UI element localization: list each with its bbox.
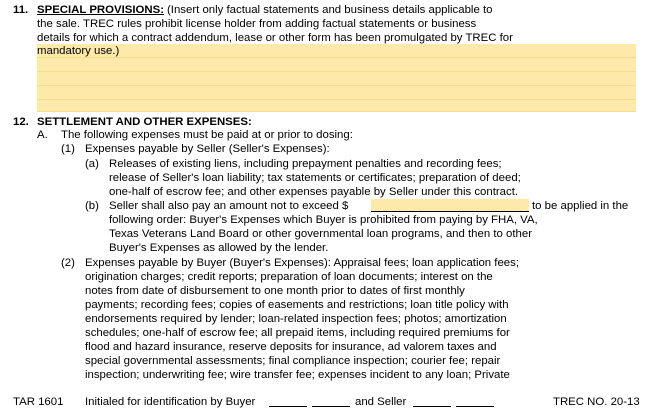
section-12-number: 12. — [13, 116, 29, 128]
paragraph-1-text: Expenses payable by Seller (Seller's Expenses): — [85, 143, 330, 155]
section-11-line-1: (Insert only factual statements and business details applicable to — [167, 4, 493, 16]
paragraph-1b-text-start: Seller shall also pay an amount not to exceed $ — [109, 200, 349, 212]
paragraph-1b-text-after: to be applied in the — [532, 200, 629, 212]
section-11-title: SPECIAL PROVISIONS: — [37, 4, 165, 16]
paragraph-2-line-4: payments; recording fees; copies of easements and restrictions; loan title policy with — [85, 299, 509, 311]
paragraph-2-line-5: endorsements required by lender; loan-related inspection fees; photos; amortization — [85, 313, 507, 325]
paragraph-1a-line-2: release of Seller's loan liability; tax statements or certificates; preparation of deed; — [109, 172, 521, 184]
paragraph-1-marker: (1) — [61, 143, 75, 155]
initialed-label: Initialed for identification by Buyer — [85, 396, 256, 408]
section-11-line-3: details for which a contract addendum, lease or other form has been promulgated by TREC for — [37, 32, 513, 44]
buyer-initials-1[interactable] — [269, 396, 307, 407]
paragraph-1a-line-1: Releases of existing liens, including prepayment penalties and recording fees; — [109, 158, 502, 170]
page-footer — [0, 395, 656, 411]
paragraph-2-marker: (2) — [61, 257, 75, 269]
seller-initials-1[interactable] — [413, 396, 451, 407]
paragraph-a-marker: A. — [37, 129, 48, 141]
paragraph-2-line-3: notes from date of disbursement to one month prior to dates of first monthly — [85, 285, 465, 297]
buyer-initials-2[interactable] — [312, 396, 350, 407]
paragraph-1b-line-4: Buyer's Expenses as allowed by the lender. — [109, 242, 329, 254]
paragraph-1a-marker: (a) — [85, 158, 99, 170]
section-11-line-4: mandatory use.) — [37, 45, 120, 57]
special-provisions-field-row-2[interactable] — [37, 58, 636, 72]
paragraph-1a-line-3: one-half of escrow fee; and other expenses payable by Seller under this contract. — [109, 186, 519, 198]
paragraph-1b-line-2: following order: Buyer's Expenses which Buyer is prohibited from paying by FHA, VA, — [109, 214, 538, 226]
paragraph-2-line-8: special governmental assessments; final compliance inspection; courier fee; repair — [85, 355, 501, 367]
paragraph-2-line-2: origination charges; credit reports; preparation of loan documents; interest on the — [85, 271, 493, 283]
form-id: TAR 1601 — [13, 396, 64, 408]
paragraph-1b-marker: (b) — [85, 200, 99, 212]
paragraph-2-line-6: schedules; one-half of escrow fee; all prepaid items, including required premiums for — [85, 327, 510, 339]
special-provisions-field-row-5[interactable] — [37, 100, 636, 112]
seller-amount-field[interactable] — [371, 199, 529, 212]
paragraph-2-line-7: flood and hazard insurance, reserve deposits for insurance, ad valorem taxes and — [85, 341, 497, 353]
seller-initials-2[interactable] — [456, 396, 494, 407]
section-11-number: 11. — [13, 4, 29, 16]
special-provisions-field-row-4[interactable] — [37, 86, 636, 100]
paragraph-2-line-1: Expenses payable by Buyer (Buyer's Expenses): Appraisal fees; loan application fees; — [85, 257, 520, 269]
trec-number: TREC NO. 20-13 — [553, 396, 640, 408]
paragraph-a-text: The following expenses must be paid at or prior to dosing: — [61, 129, 353, 141]
paragraph-1b-line-3: Texas Veterans Land Board or other governmental loan programs, and then to other — [109, 228, 532, 240]
section-11-line-2: the sale. TREC rules prohibit license holder from adding factual statements or business — [37, 18, 477, 30]
special-provisions-field-row-3[interactable] — [37, 72, 636, 86]
section-12-title: SETTLEMENT AND OTHER EXPENSES: — [37, 116, 252, 128]
special-provisions-field-row-1[interactable] — [37, 44, 636, 58]
and-seller-label: and Seller — [355, 396, 407, 408]
paragraph-2-line-9: inspection; underwriting fee; wire transfer fee; expenses incident to any loan; Private — [85, 369, 510, 381]
